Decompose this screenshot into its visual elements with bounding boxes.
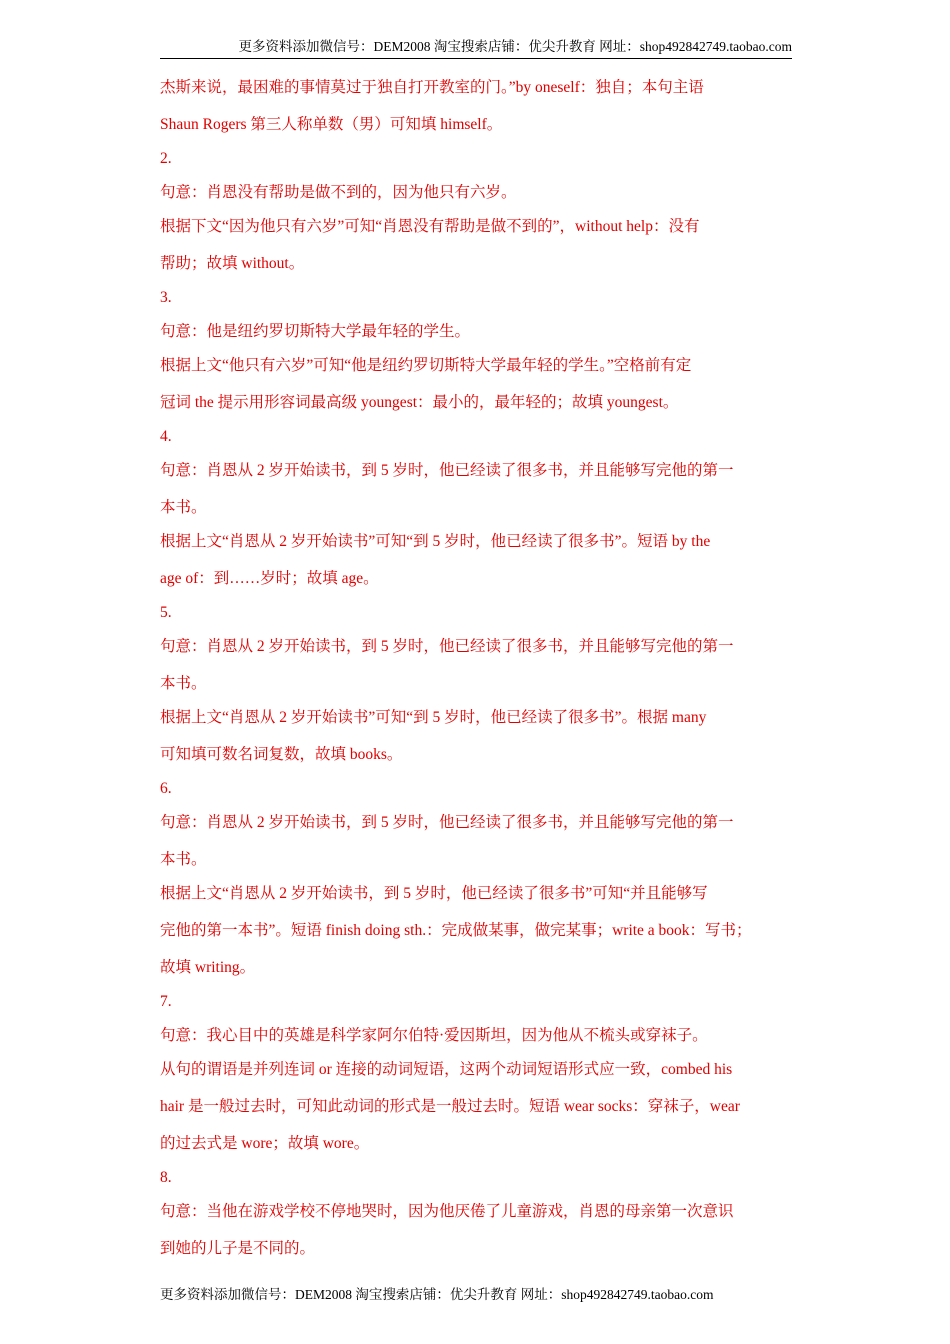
- header-text: 更多资料添加微信号：DEM2008 淘宝搜索店铺：优尖升教育 网址：shop492842749.taobao.com: [238, 39, 792, 54]
- text-line: 杰斯来说，最困难的事情莫过于独自打开教室的门。”by oneself：独自；本句主语: [160, 79, 704, 96]
- sentence-meaning: 句意：肖恩没有帮助是做不到的，因为他只有六岁。: [160, 184, 517, 201]
- text-line: 帮助；故填 without。: [160, 255, 305, 272]
- text-line: 根据上文“肖恩从 2 岁开始读书”可知“到 5 岁时，他已经读了很多书”。短语 by the: [160, 533, 711, 550]
- text-line: 本书。: [160, 499, 207, 516]
- text-line: 根据上文“肖恩从 2 岁开始读书，到 5 岁时，他已经读了很多书”可知“并且能够写: [160, 885, 708, 902]
- page-footer: [160, 1286, 713, 1304]
- text-line: 本书。: [160, 851, 207, 868]
- text-line: 根据上文“肖恩从 2 岁开始读书”可知“到 5 岁时，他已经读了很多书”。根据 many: [160, 709, 707, 726]
- sentence-meaning: 句意：他是纽约罗切斯特大学最年轻的学生。: [160, 323, 471, 340]
- sentence-meaning: 句意：肖恩从 2 岁开始读书，到 5 岁时，他已经读了很多书，并且能够写完他的第一: [160, 462, 734, 479]
- page-header: [160, 38, 792, 59]
- answer-explanations: [160, 74, 800, 1263]
- text-line: 从句的谓语是并列连词 or 连接的动词短语，这两个动词短语形式应一致，combed his: [160, 1061, 733, 1078]
- question-number: 5.: [160, 604, 172, 621]
- text-line: age of：到……岁时；故填 age。: [160, 570, 379, 587]
- text-line: 的过去式是 wore；故填 wore。: [160, 1135, 370, 1152]
- text-line: 冠词 the 提示用形容词最高级 youngest：最小的，最年轻的；故填 youngest。: [160, 394, 679, 411]
- text-line: 故填 writing。: [160, 959, 256, 976]
- text-line: Shaun Rogers 第三人称单数（男）可知填 himself。: [160, 116, 503, 133]
- question-number: 2.: [160, 150, 172, 167]
- text-line: 可知填可数名词复数，故填 books。: [160, 746, 403, 763]
- question-number: 4.: [160, 428, 172, 445]
- text-line: 本书。: [160, 675, 207, 692]
- text-line: 根据上文“他只有六岁”可知“他是纽约罗切斯特大学最年轻的学生。”空格前有定: [160, 357, 692, 374]
- text-line: 完他的第一本书”。短语 finish doing sth.：完成做某事，做完某事；write a book：写书；: [160, 922, 752, 939]
- text-line: 到她的儿子是不同的。: [160, 1240, 316, 1257]
- sentence-meaning: 句意：肖恩从 2 岁开始读书，到 5 岁时，他已经读了很多书，并且能够写完他的第一: [160, 814, 734, 831]
- sentence-meaning: 句意：肖恩从 2 岁开始读书，到 5 岁时，他已经读了很多书，并且能够写完他的第一: [160, 638, 734, 655]
- question-number: 7.: [160, 993, 172, 1010]
- sentence-meaning: 句意：我心目中的英雄是科学家阿尔伯特·爱因斯坦，因为他从不梳头或穿袜子。: [160, 1027, 708, 1044]
- text-line: 根据下文“因为他只有六岁”可知“肖恩没有帮助是做不到的”，without help：没有: [160, 218, 700, 235]
- question-number: 6.: [160, 780, 172, 797]
- sentence-meaning: 句意：当他在游戏学校不停地哭时，因为他厌倦了儿童游戏，肖恩的母亲第一次意识: [160, 1203, 734, 1220]
- text-line: hair 是一般过去时，可知此动词的形式是一般过去时。短语 wear socks：穿袜子，wear: [160, 1098, 740, 1115]
- footer-text: 更多资料添加微信号：DEM2008 淘宝搜索店铺：优尖升教育 网址：shop492842749.taobao.com: [160, 1287, 714, 1302]
- question-number: 3.: [160, 289, 172, 306]
- question-number: 8.: [160, 1169, 172, 1186]
